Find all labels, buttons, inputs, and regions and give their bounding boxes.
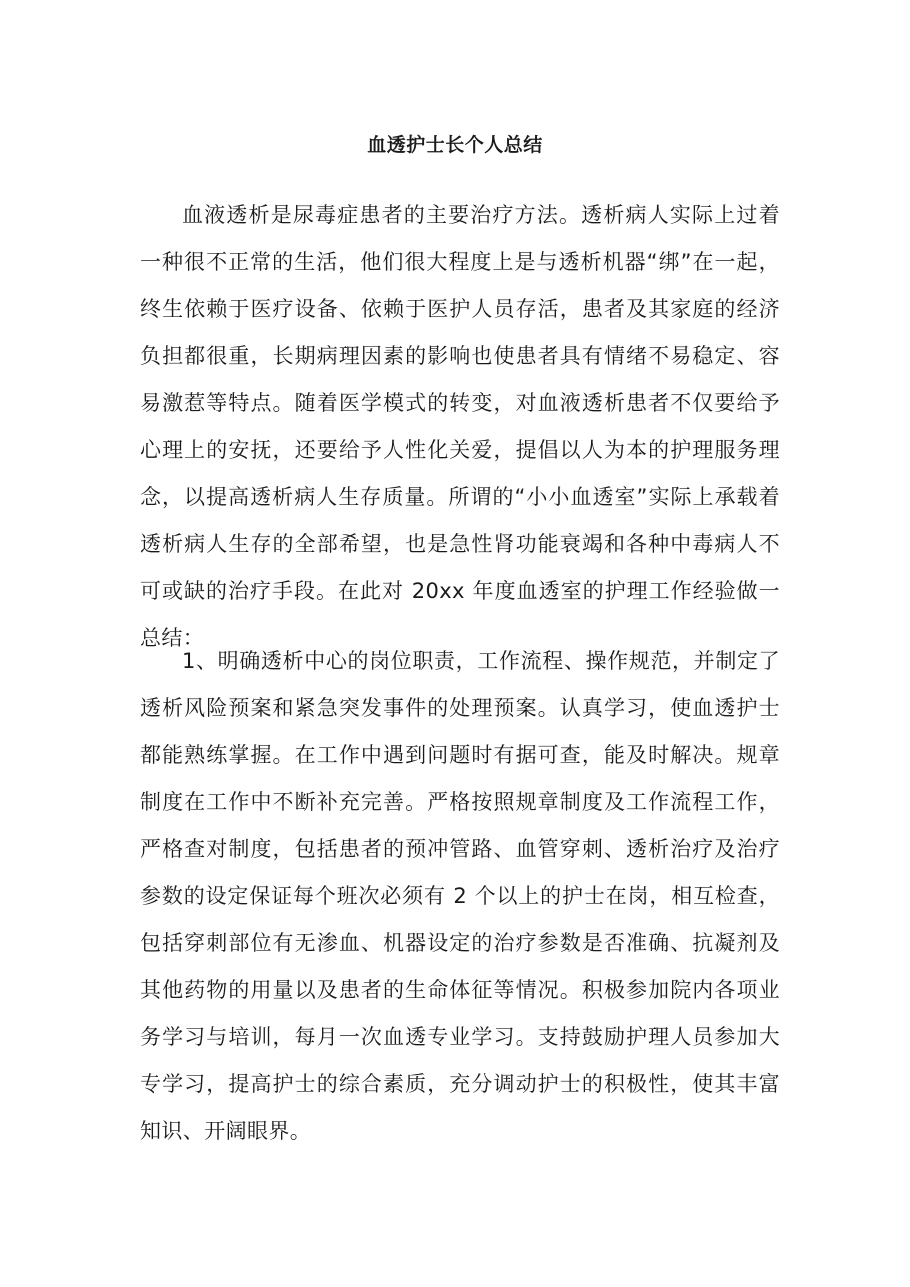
document-title: 血透护士长个人总结 — [367, 134, 543, 156]
paragraph-text: 1、明确透析中心的岗位职责，工作流程、操作规范，并制定了透析风险预案和紧急突发事件的处理预案。认真学习，使血透护士都能熟练掌握。在工作中遇到问题时有据可查，能及时解决。规章制度在工作中不断补充完善。严格按照规章制度及工作流程工作，严格查对制度，包括患者的预冲管路、血管穿刺、透析治疗及治疗参数的设定保证每个班次必须有 2 个以上的护士在岗，相互检查，包括穿刺部位有无渗血、机器设定的治疗参数是否准确、抗凝剂及其他药物的用量以及患者的生命体征等情况。积极参加院内各项业务学习与培训，每月一次血透专业学习。支持鼓励护理人员参加大专学习，提高护士的综合素质，充分调动护士的积极性，使其丰富知识、开阔眼界。 — [140, 649, 780, 1143]
paragraph-text: 血液透析是尿毒症患者的主要治疗方法。透析病人实际上过着一种很不正常的生活，他们很大程度上是与透析机器“绑”在一起，终生依赖于医疗设备、依赖于医护人员存活，患者及其家庭的经济负担都很重，长期病理因素的影响也使患者具有情绪不易稳定、容易激惹等特点。随着医学模式的转变，对血液透析患者不仅要给予心理上的安抚，还要给予人性化关爱，提倡以人为本的护理服务理念，以提高透析病人生存质量。所谓的“小小血透室”实际上承载着透析病人生存的全部希望，也是急性肾功能衰竭和各种中毒病人不可或缺的治疗手段。在此对 20xx 年度血透室的护理工作经验做一总结： — [140, 203, 780, 650]
paragraph-item-1 — [140, 638, 780, 1155]
paragraph-intro — [140, 192, 780, 662]
